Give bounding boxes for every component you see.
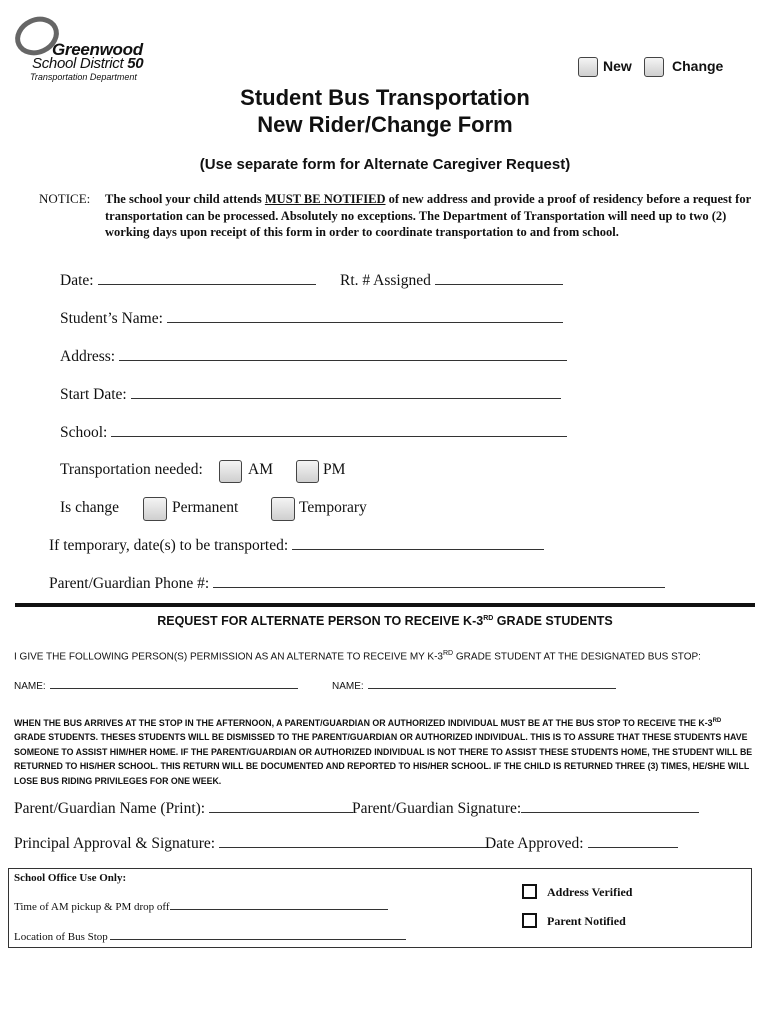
new-label: New: [603, 58, 632, 74]
permanent-label: Permanent: [172, 499, 239, 516]
school-field[interactable]: School:: [60, 424, 567, 442]
notice-text: The school your child attends MUST BE NOTIFIED of new address and provide a proof of residency before a request for transportation can be processed. Absolutely no exceptions. The Department of Transportation will need up to two (2) working days upon receipt of this form in order to coordinate transportation to and from school.: [105, 192, 751, 239]
permission-text: I GIVE THE FOLLOWING PERSON(S) PERMISSION AS AN ALTERNATE TO RECEIVE MY K-3RD GRADE STUDENT AT THE DESIGNATED BUS STOP:: [14, 650, 701, 663]
phone-field[interactable]: Parent/Guardian Phone #:: [49, 575, 665, 593]
temporary-checkbox[interactable]: [271, 497, 295, 521]
new-checkbox[interactable]: [578, 57, 598, 77]
form-title-line2: New Rider/Change Form: [257, 112, 513, 137]
logo-district: School District 50: [32, 55, 144, 72]
route-field[interactable]: Rt. # Assigned: [340, 272, 563, 290]
guardian-name-field[interactable]: Parent/Guardian Name (Print):: [14, 800, 353, 818]
alternate-name-field-2[interactable]: NAME:: [332, 681, 616, 692]
am-checkbox[interactable]: [219, 460, 242, 483]
change-label: Change: [672, 58, 724, 74]
address-field[interactable]: Address:: [60, 348, 567, 366]
is-change-label: Is change: [60, 499, 119, 516]
logo-name: Greenwood: [52, 40, 143, 59]
student-name-field[interactable]: Student’s Name:: [60, 310, 563, 328]
date-approved-field[interactable]: Date Approved:: [485, 835, 678, 853]
principal-signature-field[interactable]: Principal Approval & Signature:: [14, 835, 489, 853]
parent-notified-checkbox[interactable]: [522, 913, 537, 928]
guardian-signature-field[interactable]: Parent/Guardian Signature:: [352, 800, 699, 818]
form-subtitle: (Use separate form for Alternate Caregiver Request): [199, 156, 571, 173]
office-use-title: School Office Use Only:: [14, 872, 127, 884]
address-verified-checkbox[interactable]: [522, 884, 537, 899]
pickup-time-field[interactable]: Time of AM pickup & PM drop off: [14, 901, 388, 913]
bus-stop-location-field[interactable]: Location of Bus Stop: [14, 931, 406, 943]
change-checkbox[interactable]: [644, 57, 664, 77]
start-date-field[interactable]: Start Date:: [60, 386, 561, 404]
alternate-name-field-1[interactable]: NAME:: [14, 681, 298, 692]
form-title-line1: Student Bus Transportation: [240, 85, 530, 110]
section-divider: [15, 603, 755, 607]
pm-label: PM: [323, 461, 346, 478]
transport-needed-label: Transportation needed:: [60, 461, 203, 478]
am-label: AM: [248, 461, 273, 478]
date-field[interactable]: Date:: [60, 272, 316, 290]
pickup-warning-text: WHEN THE BUS ARRIVES AT THE STOP IN THE AFTERNOON, A PARENT/GUARDIAN OR AUTHORIZED INDIVIDUAL MUST BE AT THE BUS STOP TO RECEIVE THE K-3RD GRADE STUDENTS. THESES STUDENTS WILL BE DISMISSED TO THE PARENT/GUARDIAN OR AUTHORIZED INDIVIDUAL. THIS IS TO ASSURE THAT THESE STUDENTS HAVE SOMEONE TO ASSIST HIM/HER HOME. IF THE PARENT/GUARDIAN OR AUTHORIZED INDIVIDUAL IS NOT THERE TO ASSIST THESE STUDENTS HOME, THE STUDENT WILL BE RETURNED TO HIS/HER SCHOOL. THIS RETURN WILL BE DOCUMENTED AND REPORTED TO HIS/HER SCHOOL. IF THE CHILD IS RETURNED THREE (3) TIMES, HE/SHE WILL LOSE BUS RIDING PRIVILEGES FOR ONE WEEK.: [14, 717, 753, 786]
temporary-label: Temporary: [299, 499, 367, 516]
logo-department: Transportation Department: [30, 72, 137, 82]
address-verified-label: Address Verified: [547, 885, 633, 899]
temp-dates-field[interactable]: If temporary, date(s) to be transported:: [49, 537, 544, 555]
pm-checkbox[interactable]: [296, 460, 319, 483]
parent-notified-label: Parent Notified: [547, 914, 626, 928]
alternate-section-title: REQUEST FOR ALTERNATE PERSON TO RECEIVE K-3RD GRADE STUDENTS: [157, 614, 613, 628]
notice-label: NOTICE:: [39, 191, 91, 206]
permanent-checkbox[interactable]: [143, 497, 167, 521]
